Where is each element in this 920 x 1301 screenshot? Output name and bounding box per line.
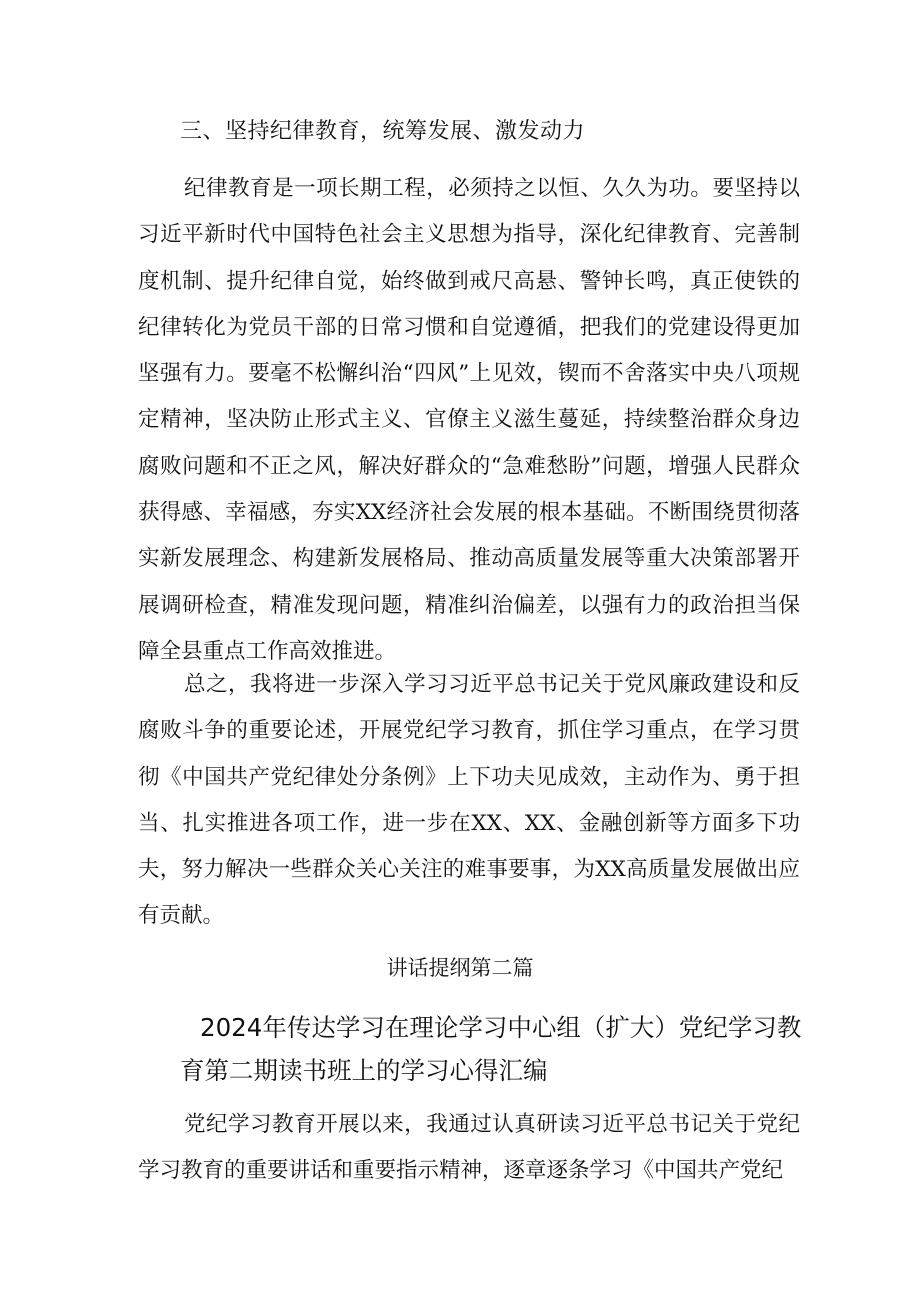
title-line-1: 2024年传达学习在理论学习中心组（扩大）党纪学习教 bbox=[200, 1013, 802, 1042]
conclusion-paragraph: 总之，我将进一步深入学习习近平总书记关于党风廉政建设和反腐败斗争的重要论述，开展党纪学习教育，抓住学习重点，在学习贯彻《中国共产党纪律处分条例》上下功夫见成效，主动作为、勇于担当、扎实推进各项工作，进一步在XX、XX、金融创新等方面多下功夫，努力解决一些群众关心关注的难事要事，为XX高质量发展做出应有贡献。 bbox=[138, 672, 800, 929]
section-heading: 三、坚持纪律教育，统筹发展、激发动力 bbox=[180, 119, 586, 144]
document-title bbox=[180, 1006, 810, 1092]
section-label: 讲话提纲第二篇 bbox=[386, 956, 534, 980]
body-paragraph: 纪律教育是一项长期工程，必须持之以恒、久久为功。要坚持以习近平新时代中国特色社会主义思想为指导，深化纪律教育、完善制度机制、提升纪律自觉，始终做到戒尺高悬、警钟长鸣，真正使铁的纪律转化为党员干部的日常习惯和自觉遵循，把我们的党建设得更加坚强有力。要毫不松懈纠治“四风”上见效，锲而不舍落实中央八项规定精神，坚决防止形式主义、官僚主义滋生蔓延，持续整治群众身边腐败问题和不正之风，解决好群众的“急难愁盼”问题，增强人民群众获得感、幸福感，夯实XX经济社会发展的根本基础。不断围绕贯彻落实新发展理念、构建新发展格局、推动高质量发展等重大决策部署开展调研检查，精准发现问题，精准纠治偏差，以强有力的政治担当保障全县重点工作高效推进。 bbox=[138, 176, 800, 664]
intro-paragraph: 党纪学习教育开展以来，我通过认真研读习近平总书记关于党纪学习教育的重要讲话和重要指示精神，逐章逐条学习《中国共产党纪 bbox=[138, 1112, 800, 1184]
title-line-2: 育第二期读书班上的学习心得汇编 bbox=[180, 1056, 548, 1085]
